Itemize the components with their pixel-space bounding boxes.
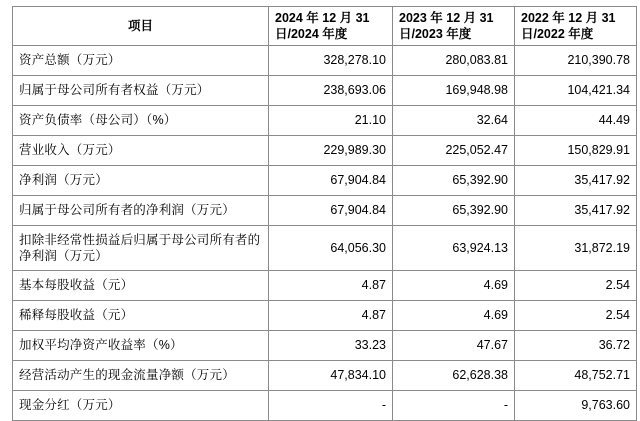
row-value-2: - — [393, 391, 515, 421]
table-header-row — [13, 7, 637, 46]
table-row — [13, 196, 637, 226]
table-row — [13, 271, 637, 301]
row-value-3: 9,763.60 — [515, 391, 637, 421]
row-value-1: 64,056.30 — [269, 226, 393, 271]
table-row — [13, 331, 637, 361]
row-value-1: 67,904.84 — [269, 166, 393, 196]
table-row — [13, 391, 637, 421]
row-value-1: 328,278.10 — [269, 46, 393, 76]
row-label: 归属于母公司所有者权益（万元） — [13, 76, 269, 106]
row-value-1: - — [269, 391, 393, 421]
column-header-item: 项目 — [13, 7, 269, 46]
column-header-2022: 2022 年 12 月 31 日/2022 年度 — [515, 7, 637, 46]
row-value-3: 44.49 — [515, 106, 637, 136]
table-body — [13, 46, 637, 421]
table-row — [13, 106, 637, 136]
row-value-2: 65,392.90 — [393, 196, 515, 226]
row-value-3: 35,417.92 — [515, 196, 637, 226]
row-value-1: 229,989.30 — [269, 136, 393, 166]
row-value-2: 62,628.38 — [393, 361, 515, 391]
row-value-3: 104,421.34 — [515, 76, 637, 106]
row-value-2: 65,392.90 — [393, 166, 515, 196]
row-label: 资产负债率（母公司）（%） — [13, 106, 269, 136]
row-value-3: 150,829.91 — [515, 136, 637, 166]
row-value-2: 225,052.47 — [393, 136, 515, 166]
table-row — [13, 136, 637, 166]
row-value-3: 36.72 — [515, 331, 637, 361]
column-header-2024: 2024 年 12 月 31 日/2024 年度 — [269, 7, 393, 46]
table-header — [13, 7, 637, 46]
row-value-1: 4.87 — [269, 271, 393, 301]
row-label: 加权平均净资产收益率（%） — [13, 331, 269, 361]
row-value-3: 31,872.19 — [515, 226, 637, 271]
row-value-1: 67,904.84 — [269, 196, 393, 226]
table-row — [13, 301, 637, 331]
row-label: 资产总额（万元） — [13, 46, 269, 76]
column-header-2023: 2023 年 12 月 31 日/2023 年度 — [393, 7, 515, 46]
row-label: 净利润（万元） — [13, 166, 269, 196]
row-label: 营业收入（万元） — [13, 136, 269, 166]
row-value-2: 169,948.98 — [393, 76, 515, 106]
row-value-1: 238,693.06 — [269, 76, 393, 106]
row-value-1: 4.87 — [269, 301, 393, 331]
row-label: 稀释每股收益（元） — [13, 301, 269, 331]
row-value-2: 63,924.13 — [393, 226, 515, 271]
row-label: 扣除非经常性损益后归属于母公司所有者的净利润（万元） — [13, 226, 269, 271]
row-value-2: 280,083.81 — [393, 46, 515, 76]
table-row — [13, 361, 637, 391]
row-value-2: 47.67 — [393, 331, 515, 361]
financial-summary-table — [12, 6, 637, 421]
row-label: 归属于母公司所有者的净利润（万元） — [13, 196, 269, 226]
table-row — [13, 76, 637, 106]
row-value-2: 4.69 — [393, 301, 515, 331]
row-value-3: 35,417.92 — [515, 166, 637, 196]
row-label: 现金分红（万元） — [13, 391, 269, 421]
table-row — [13, 226, 637, 271]
row-value-3: 2.54 — [515, 301, 637, 331]
row-label: 经营活动产生的现金流量净额（万元） — [13, 361, 269, 391]
row-value-3: 2.54 — [515, 271, 637, 301]
table-row — [13, 166, 637, 196]
row-label: 基本每股收益（元） — [13, 271, 269, 301]
table-row — [13, 46, 637, 76]
row-value-1: 33.23 — [269, 331, 393, 361]
row-value-1: 47,834.10 — [269, 361, 393, 391]
row-value-3: 210,390.78 — [515, 46, 637, 76]
row-value-3: 48,752.71 — [515, 361, 637, 391]
row-value-2: 32.64 — [393, 106, 515, 136]
row-value-2: 4.69 — [393, 271, 515, 301]
row-value-1: 21.10 — [269, 106, 393, 136]
